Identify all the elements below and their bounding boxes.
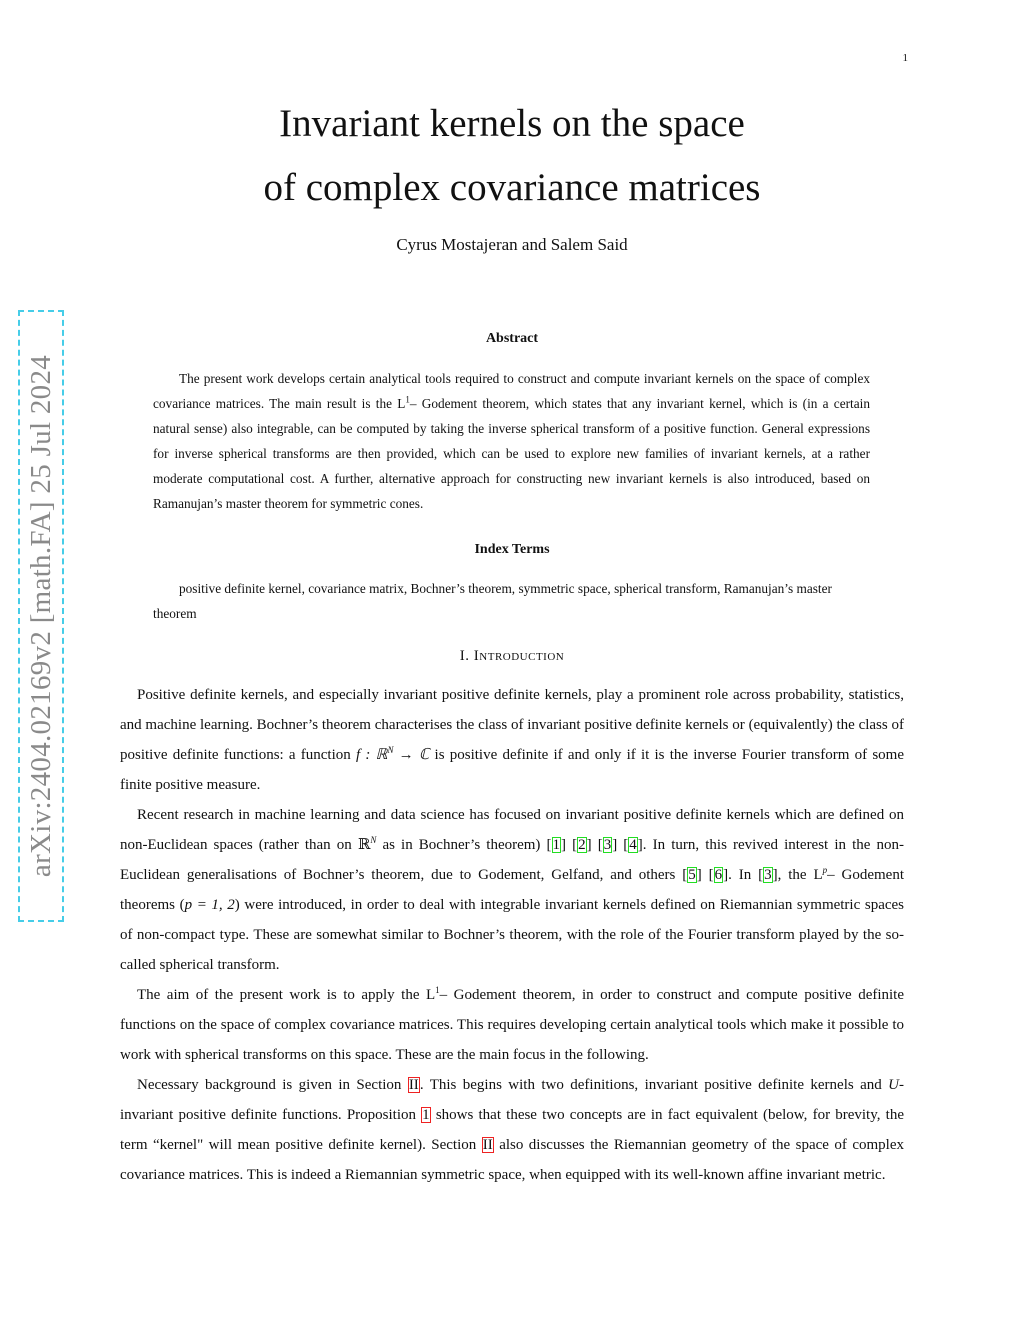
proposition-reference-link[interactable]: 1 (422, 1107, 430, 1123)
citation-link[interactable]: 6 (714, 867, 723, 883)
page-number: 1 (902, 52, 908, 64)
text-run: – Godement theorems ( (120, 867, 904, 913)
text-run: . In turn, this revived interest in the non-Euclidean generalisations of Bochner’s theorem, due to Godement, Gelfand, and others (120, 837, 904, 883)
text-run: . In (728, 867, 759, 883)
text-run: The aim of the present work is to apply the L (137, 987, 436, 1003)
paragraph-4 (120, 1070, 904, 1190)
citation-link[interactable]: 3 (764, 867, 772, 883)
arxiv-stamp-label[interactable]: arXiv:2404.02169v2 [math.FA] 25 Jul 2024 (25, 354, 57, 878)
text-run: as in Bochner’s theorem) (376, 837, 547, 853)
inline-math: f : ℝ (355, 747, 388, 763)
paragraph-1 (120, 680, 904, 800)
text-run: is positive definite if and only if it is the inverse Fourier transform of some finite positive measure. (120, 747, 904, 793)
text-run: Necessary background is given in Section (137, 1077, 408, 1093)
text-run: Recent research in machine learning and data science has focused on invariant positive definite kernels which are defined on non-Euclidean spaces (rather than on (120, 807, 904, 853)
authors: Cyrus Mostajeran and Salem Said (396, 235, 628, 254)
citation-link[interactable]: 1 (552, 837, 561, 853)
title-line-2: of complex covariance matrices (263, 166, 761, 209)
text-run: shows that these two concepts are in fact equivalent (below, for brevity, the term “kernel" will mean positive definite kernel). Section (120, 1107, 904, 1153)
text-run: Positive definite kernels, and especially invariant positive definite kernels, play a prominent role across probability, statistics, and machine learning. Bochner’s theorem characterises the class of invariant positive definite kernels or (equivalently) the class of positive definite functions: a function (120, 687, 904, 763)
text-run: also discusses the Riemannian geometry of the space of complex covariance matrices. This is indeed a Riemannian symmetric space, when equipped with its well-known affine invariant metric. (120, 1137, 904, 1183)
citation-link[interactable]: 2 (578, 837, 586, 853)
section-title: Introduction (473, 648, 565, 664)
inline-math: p = 1, 2 (184, 897, 235, 913)
section-numeral: I. (459, 648, 470, 664)
abstract-text-part: The present work develops certain analytical tools required to construct and compute invariant kernels on the space of complex covariance matrices. The main result is the L (153, 371, 870, 411)
index-terms-heading: Index Terms (474, 542, 550, 557)
abstract-text-part: – Godement theorem, which states that any invariant kernel, which is (in a certain natural sense) also integrable, can be computed by taking the inverse spherical transform of a positive function. General expressions for inverse spherical transforms are then provided, which can be used to explore new families of invariant kernels, at a rather moderate computational cost. A further, alternative approach for constructing new invariant kernels is also introduced, based on Ramanujan’s master theorem for symmetric cones. (153, 396, 870, 511)
text-run: – Godement theorem, in order to construct and compute positive definite functions on the space of complex covariance matrices. This requires developing certain analytical tools which make it possible to work with spherical transforms on this space. These are the main focus in the following. (120, 987, 905, 1063)
abstract-heading: Abstract (485, 331, 539, 346)
paragraph-3 (120, 980, 904, 1070)
inline-math: U (888, 1077, 899, 1093)
superscript: 1 (405, 394, 410, 405)
title-line-1: Invariant kernels on the space (279, 102, 745, 145)
superscript: p (822, 865, 828, 875)
citation-link[interactable]: 3 (603, 837, 612, 853)
superscript: 1 (435, 985, 440, 995)
citation-link[interactable]: 4 (629, 837, 637, 853)
section-reference-link[interactable]: II (482, 1137, 493, 1153)
abstract-text (153, 366, 870, 516)
text-run: , the L (777, 867, 823, 883)
paragraph-2: Recent research in machine learning and data science has focused on invariant positive definite kernels which are defined on non-Euclidean spaces (rather than on ℝ$^N$ as in Bochner’s theorem) [1] [2] [3] [4]. In turn, this revived interest in the non-Euclidean generalisations of Bochner’s theorem, due to Godement, Gelfand, and others [5] [6]. In [3], the $L^p-$ Godement theorems (p = 1, 2) were introduced, in order to deal with integrable invariant kernels defined on Riemannian symmetric spaces of non-compact type. These are somewhat similar to Bochner’s theorem, with the role of the Fourier transform played by the so-called spherical transform. (120, 807, 905, 973)
text-run: ) were introduced, in order to deal with integrable invariant kernels defined on Riemannian symmetric spaces of non-compact type. These are somewhat similar to Bochner’s theorem, with the role of the Fourier transform played by the so-called spherical transform. (120, 897, 905, 973)
superscript: N (387, 745, 394, 755)
inline-math: → ℂ (393, 747, 430, 763)
text-run: -invariant positive definite functions. Proposition (120, 1077, 904, 1123)
index-terms-text: positive definite kernel, covariance matrix, Bochner’s theorem, symmetric space, spherical transform, Ramanujan’s master theorem (153, 581, 832, 621)
text-run: . This begins with two definitions, invariant positive definite kernels and (419, 1077, 889, 1093)
section-reference-link[interactable]: II (408, 1077, 419, 1093)
section-heading-introduction (120, 648, 904, 665)
citation-link[interactable]: 5 (688, 867, 696, 883)
superscript: N (370, 835, 377, 845)
inline-math: ℝ (357, 837, 371, 853)
paper-title (120, 92, 904, 220)
body-text (120, 680, 904, 1190)
